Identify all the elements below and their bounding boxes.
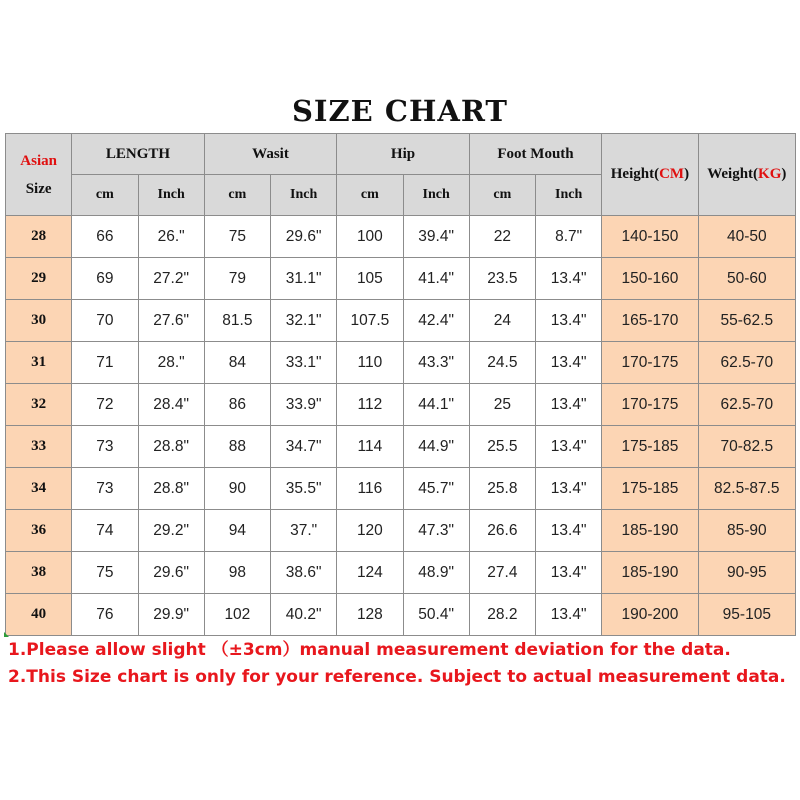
measure-cell: 112 [337, 384, 403, 426]
size-chart-table [5, 133, 796, 636]
measure-cell: 22 [469, 216, 535, 258]
size-cell: 38 [6, 552, 72, 594]
measure-cell: 25 [469, 384, 535, 426]
measure-cell: 79 [204, 258, 270, 300]
table-row [6, 594, 796, 636]
weight-cell: 90-95 [698, 552, 795, 594]
measure-cell: 120 [337, 510, 403, 552]
measure-cell: 44.9" [403, 426, 469, 468]
unit-header: Inch [138, 175, 204, 216]
hip-header: Hip [337, 134, 470, 175]
measure-cell: 81.5 [204, 300, 270, 342]
measure-cell: 75 [204, 216, 270, 258]
weight-label: Weight( [707, 166, 759, 182]
height-cell: 190-200 [602, 594, 698, 636]
size-cell: 32 [6, 384, 72, 426]
table-header [6, 134, 796, 216]
measure-cell: 105 [337, 258, 403, 300]
size-label: Size [25, 180, 52, 197]
weight-cell: 62.5-70 [698, 384, 795, 426]
measure-cell: 84 [204, 342, 270, 384]
notes [8, 637, 786, 691]
height-cell: 170-175 [602, 342, 698, 384]
measure-cell: 13.4" [536, 552, 602, 594]
weight-cell: 85-90 [698, 510, 795, 552]
chart-title: SIZE CHART [291, 94, 509, 128]
height-close: ) [684, 166, 690, 182]
weight-unit: KG [758, 166, 782, 182]
length-header: LENGTH [72, 134, 205, 175]
measure-cell: 42.4" [403, 300, 469, 342]
table-body [6, 216, 796, 636]
measure-cell: 107.5 [337, 300, 403, 342]
measure-cell: 28.4" [138, 384, 204, 426]
weight-cell: 50-60 [698, 258, 795, 300]
measure-cell: 8.7" [536, 216, 602, 258]
measure-cell: 24 [469, 300, 535, 342]
measure-cell: 102 [204, 594, 270, 636]
size-cell: 30 [6, 300, 72, 342]
unit-header: cm [337, 175, 403, 216]
table-row [6, 258, 796, 300]
table-row [6, 468, 796, 510]
foot-mouth-header: Foot Mouth [469, 134, 602, 175]
measure-cell: 74 [72, 510, 138, 552]
size-cell: 40 [6, 594, 72, 636]
measure-cell: 28.8" [138, 426, 204, 468]
height-cell: 165-170 [602, 300, 698, 342]
measure-cell: 47.3" [403, 510, 469, 552]
measure-cell: 39.4" [403, 216, 469, 258]
measure-cell: 26." [138, 216, 204, 258]
measure-cell: 24.5 [469, 342, 535, 384]
unit-header: Inch [536, 175, 602, 216]
asian-size-header [6, 134, 72, 216]
measure-cell: 26.6 [469, 510, 535, 552]
unit-header: Inch [271, 175, 337, 216]
measure-cell: 73 [72, 468, 138, 510]
measure-cell: 38.6" [271, 552, 337, 594]
size-cell: 29 [6, 258, 72, 300]
unit-header: cm [469, 175, 535, 216]
height-cell: 175-185 [602, 426, 698, 468]
height-cell: 185-190 [602, 510, 698, 552]
height-unit: CM [659, 166, 685, 182]
height-cell: 140-150 [602, 216, 698, 258]
measure-cell: 124 [337, 552, 403, 594]
measure-cell: 29.6" [271, 216, 337, 258]
measure-cell: 29.6" [138, 552, 204, 594]
table-row [6, 300, 796, 342]
table-row [6, 384, 796, 426]
measure-cell: 72 [72, 384, 138, 426]
unit-header: cm [204, 175, 270, 216]
note-2: 2.This Size chart is only for your reference. Subject to actual measurement data. [8, 667, 786, 687]
measure-cell: 33.1" [271, 342, 337, 384]
table-row [6, 510, 796, 552]
measure-cell: 70 [72, 300, 138, 342]
measure-cell: 13.4" [536, 468, 602, 510]
measure-cell: 48.9" [403, 552, 469, 594]
measure-cell: 98 [204, 552, 270, 594]
measure-cell: 43.3" [403, 342, 469, 384]
measure-cell: 27.6" [138, 300, 204, 342]
measure-cell: 28.8" [138, 468, 204, 510]
measure-cell: 34.7" [271, 426, 337, 468]
measure-cell: 90 [204, 468, 270, 510]
weight-cell: 55-62.5 [698, 300, 795, 342]
asian-label: Asian [20, 152, 57, 169]
measure-cell: 13.4" [536, 342, 602, 384]
measure-cell: 27.4 [469, 552, 535, 594]
weight-close: ) [781, 166, 787, 182]
measure-cell: 114 [337, 426, 403, 468]
measure-cell: 66 [72, 216, 138, 258]
height-cell: 150-160 [602, 258, 698, 300]
measure-cell: 13.4" [536, 594, 602, 636]
weight-cell: 40-50 [698, 216, 795, 258]
measure-cell: 29.2" [138, 510, 204, 552]
measure-cell: 37." [271, 510, 337, 552]
measure-cell: 35.5" [271, 468, 337, 510]
height-label: Height( [610, 166, 660, 182]
size-cell: 31 [6, 342, 72, 384]
measure-cell: 110 [337, 342, 403, 384]
measure-cell: 27.2" [138, 258, 204, 300]
measure-cell: 40.2" [271, 594, 337, 636]
weight-header [698, 134, 795, 216]
measure-cell: 128 [337, 594, 403, 636]
height-header [602, 134, 698, 216]
height-cell: 175-185 [602, 468, 698, 510]
measure-cell: 33.9" [271, 384, 337, 426]
measure-cell: 50.4" [403, 594, 469, 636]
measure-cell: 32.1" [271, 300, 337, 342]
measure-cell: 13.4" [536, 384, 602, 426]
measure-cell: 41.4" [403, 258, 469, 300]
weight-cell: 95-105 [698, 594, 795, 636]
measure-cell: 13.4" [536, 258, 602, 300]
measure-cell: 25.5 [469, 426, 535, 468]
table-row [6, 342, 796, 384]
waist-header: Wasit [204, 134, 337, 175]
weight-cell: 82.5-87.5 [698, 468, 795, 510]
measure-cell: 23.5 [469, 258, 535, 300]
size-cell: 36 [6, 510, 72, 552]
measure-cell: 31.1" [271, 258, 337, 300]
measure-cell: 13.4" [536, 300, 602, 342]
size-cell: 34 [6, 468, 72, 510]
height-cell: 185-190 [602, 552, 698, 594]
unit-header: Inch [403, 175, 469, 216]
measure-cell: 29.9" [138, 594, 204, 636]
measure-cell: 45.7" [403, 468, 469, 510]
measure-cell: 44.1" [403, 384, 469, 426]
table-row [6, 216, 796, 258]
measure-cell: 69 [72, 258, 138, 300]
measure-cell: 75 [72, 552, 138, 594]
measure-cell: 13.4" [536, 510, 602, 552]
measure-cell: 100 [337, 216, 403, 258]
measure-cell: 88 [204, 426, 270, 468]
weight-cell: 62.5-70 [698, 342, 795, 384]
measure-cell: 94 [204, 510, 270, 552]
measure-cell: 86 [204, 384, 270, 426]
table-row [6, 426, 796, 468]
weight-cell: 70-82.5 [698, 426, 795, 468]
measure-cell: 25.8 [469, 468, 535, 510]
measure-cell: 71 [72, 342, 138, 384]
size-cell: 28 [6, 216, 72, 258]
measure-cell: 28.2 [469, 594, 535, 636]
measure-cell: 116 [337, 468, 403, 510]
measure-cell: 73 [72, 426, 138, 468]
size-cell: 33 [6, 426, 72, 468]
measure-cell: 76 [72, 594, 138, 636]
height-cell: 170-175 [602, 384, 698, 426]
note-1: 1.Please allow slight （±3cm）manual measurement deviation for the data. [8, 640, 731, 660]
table-row [6, 552, 796, 594]
measure-cell: 28." [138, 342, 204, 384]
unit-header: cm [72, 175, 138, 216]
measure-cell: 13.4" [536, 426, 602, 468]
